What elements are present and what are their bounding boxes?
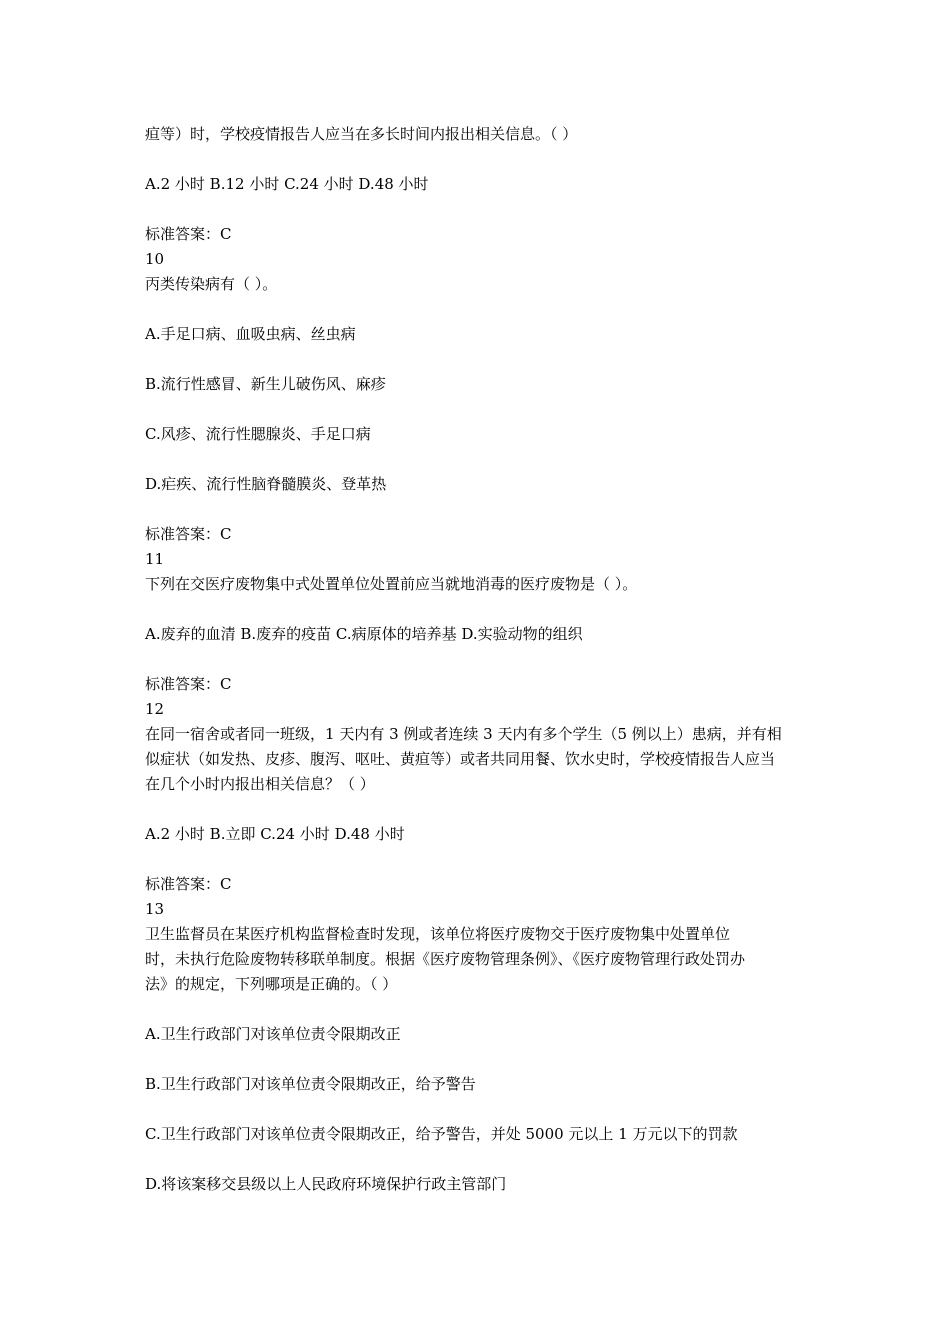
blank-line — [145, 147, 810, 172]
question-10-number: 10 — [145, 250, 165, 268]
question-11-options: A.废弃的血清 B.废弃的疫苗 C.病原体的培养基 D.实验动物的组织 — [145, 625, 583, 643]
question-10-option-d: D.疟疾、流行性脑脊髓膜炎、登革热 — [145, 475, 387, 493]
question-10-answer: 标准答案：C — [145, 525, 232, 543]
question-13-option-c: C.卫生行政部门对该单位责令限期改正，给予警告，并处 5000 元以上 1 万元以下的罚款 — [145, 1125, 738, 1143]
question-10-option-a: A.手足口病、血吸虫病、丝虫病 — [145, 325, 356, 343]
question-13-stem-line-3: 法》的规定，下列哪项是正确的。（ ） — [145, 975, 398, 993]
blank-line — [145, 1097, 810, 1122]
question-10-option-b: B.流行性感冒、新生儿破伤风、麻疹 — [145, 375, 386, 393]
question-9-options: A.2 小时 B.12 小时 C.24 小时 D.48 小时 — [145, 175, 429, 193]
question-12-stem-line-3: 在几个小时内报出相关信息？（ ） — [145, 775, 375, 793]
blank-line — [145, 297, 810, 322]
blank-line — [145, 447, 810, 472]
blank-line — [145, 647, 810, 672]
question-13-option-d: D.将该案移交县级以上人民政府环境保护行政主管部门 — [145, 1175, 507, 1193]
blank-line — [145, 847, 810, 872]
question-12-answer: 标准答案：C — [145, 875, 232, 893]
question-12-options: A.2 小时 B.立即 C.24 小时 D.48 小时 — [145, 825, 405, 843]
blank-line — [145, 397, 810, 422]
question-12-stem-line-1: 在同一宿舍或者同一班级，1 天内有 3 例或者连续 3 天内有多个学生（5 例以上）患病，并有相 — [145, 725, 782, 743]
question-13-option-a: A.卫生行政部门对该单位责令限期改正 — [145, 1025, 401, 1043]
blank-line — [145, 1047, 810, 1072]
blank-line — [145, 997, 810, 1022]
question-10-option-c: C.风疹、流行性腮腺炎、手足口病 — [145, 425, 371, 443]
blank-line — [145, 197, 810, 222]
question-10-stem: 丙类传染病有（ ）。 — [145, 275, 278, 293]
question-9-tail: 疸等）时，学校疫情报告人应当在多长时间内报出相关信息。（ ） — [145, 125, 578, 143]
question-13-option-b: B.卫生行政部门对该单位责令限期改正，给予警告 — [145, 1075, 476, 1093]
question-11-number: 11 — [145, 550, 165, 568]
blank-line — [145, 597, 810, 622]
question-13-stem-line-2: 时，未执行危险废物转移联单制度。根据《医疗废物管理条例》、《医疗废物管理行政处罚办 — [145, 950, 746, 968]
blank-line — [145, 1147, 810, 1172]
blank-line — [145, 497, 810, 522]
blank-line — [145, 797, 810, 822]
question-12-stem-line-2: 似症状（如发热、皮疹、腹泻、呕吐、黄疸等）或者共同用餐、饮水史时，学校疫情报告人应当 — [145, 750, 776, 768]
question-11-stem: 下列在交医疗废物集中式处置单位处置前应当就地消毒的医疗废物是（ ）。 — [145, 575, 638, 593]
blank-line — [145, 347, 810, 372]
document-page — [145, 122, 810, 1197]
question-12-number: 12 — [145, 700, 165, 718]
question-13-stem-line-1: 卫生监督员在某医疗机构监督检查时发现，该单位将医疗废物交于医疗废物集中处置单位 — [145, 925, 731, 943]
question-13-number: 13 — [145, 900, 165, 918]
question-9-answer: 标准答案：C — [145, 225, 232, 243]
question-11-answer: 标准答案：C — [145, 675, 232, 693]
